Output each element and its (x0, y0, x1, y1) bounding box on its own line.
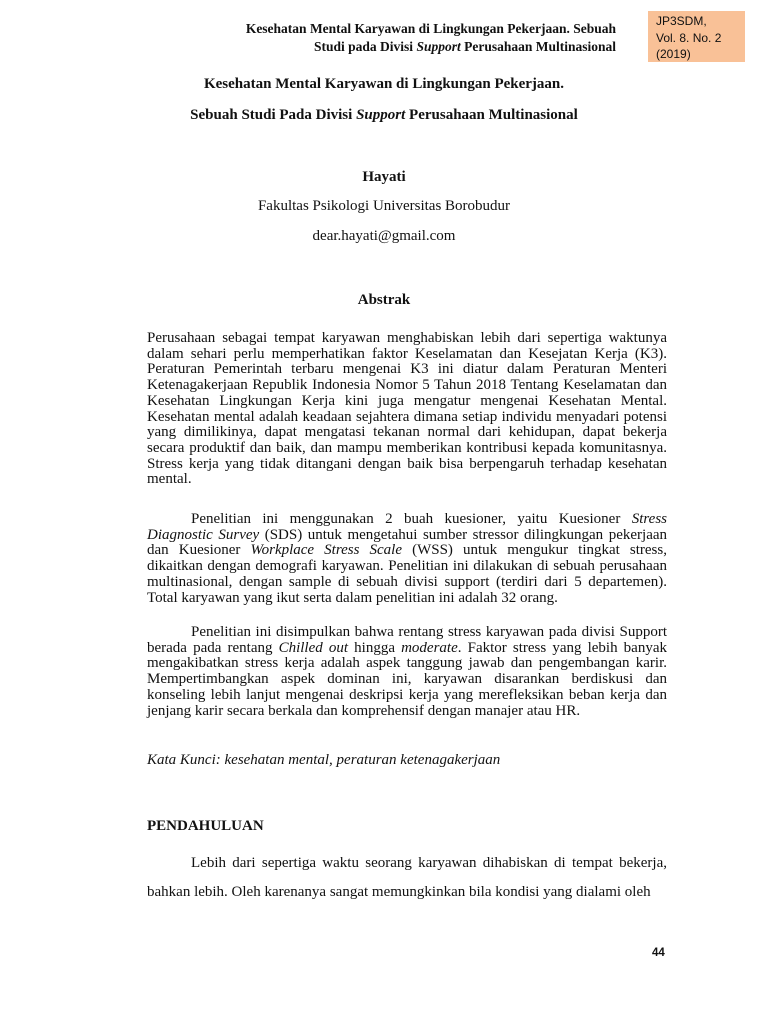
p2-seg-d: Workplace Stress Scale (250, 542, 403, 559)
title-text-end: Perusahaan Multinasional (405, 107, 578, 123)
running-head-line-2 (150, 38, 616, 56)
section-paragraph-1 (147, 849, 667, 907)
keywords-text: Kata Kunci: kesehatan mental, peraturan ketenagakerjaan (147, 752, 501, 768)
journal-info-box (648, 11, 745, 62)
title-italic: Support (356, 107, 406, 123)
p2-seg-e: (WSS) untuk mengukur tingkat stress, dikaitkan dengan demografi karyawan. Penelitian ini dilakukan di sebuah perusahaan multinasional, dengan sample di sebuah divisi support (terdiri dari 5 departemen). Total karyawan yang ikut serta dalam penelitian ini adalah 32 orang. (147, 542, 667, 606)
running-head-text-end: Perusahaan Multinasional (460, 39, 616, 54)
p2-seg-c: (SDS) untuk mengetahui sumber stressor dilingkungan pekerjaan dan Kuesioner (147, 526, 668, 559)
p3-seg-c: hingga (348, 639, 402, 656)
p3-seg-d: moderate (401, 639, 458, 656)
journal-name: JP3SDM, (656, 14, 707, 28)
journal-volume: Vol. 8. No. 2 (656, 30, 722, 45)
section-heading: PENDAHULUAN (147, 818, 264, 834)
abstract-p1-text: Perusahaan sebagai tempat karyawan menghabiskan lebih dari sepertiga waktunya dalam sehari perlu memperhatikan faktor Keselamatan dan Kesejatan Kerja (K3). Peraturan Pemerintah terbaru mengenai K3 ini diatur dalam Peraturan Menteri Ketenagakerjaan Republik Indonesia Nomor 5 Tahun 2018 Tentang Keselamatan dan Kesehatan Lingkungan Kerja kini juga mengatur mengenai Kesehatan Mental. Kesehatan mental adalah keadaan sejahtera dimana setiap individu menyadari potensi yang dimilikinya, dapat mengatasi tekanan normal dari kehidupan, dapat bekerja secara produktif dan baik, dan mampu memberikan kontribusi kepada komunitasnya. Stress kerja yang tidak ditangani dengan baik bisa berpengaruh terhadap kesehatan mental. (147, 330, 667, 488)
running-head-line-1: Kesehatan Mental Karyawan di Lingkungan Pekerjaan. Sebuah (245, 21, 616, 36)
abstract-heading: Abstrak (357, 292, 411, 308)
running-head-text: Studi pada Divisi (314, 39, 417, 54)
p3-seg-e: . Faktor stress yang lebih banyak mengakibatkan stress kerja adalah aspek tanggung jawab dan pengembangan karir. Mempertimbangkan aspek dominan ini, karyawan disarankan berdiskusi dan konseling lebih lanjut mengenai deskripsi kerja yang merefleksikan beban kerja dan jenjang karir secara berkala dan komprehensif dengan manajer atau HR. (147, 639, 668, 719)
keywords (147, 753, 667, 769)
running-head (150, 20, 616, 56)
author-name: Hayati (362, 169, 406, 185)
p3-seg-b: Chilled out (278, 639, 349, 656)
paper-title-line-1: Kesehatan Mental Karyawan di Lingkungan Pekerjaan. (203, 76, 565, 92)
abstract-p3-text (147, 625, 667, 719)
running-head-italic: Support (416, 39, 461, 54)
author-affiliation: Fakultas Psikologi Universitas Borobudur (257, 198, 511, 214)
paper-title-line-2 (0, 107, 768, 124)
title-text: Sebuah Studi Pada Divisi (190, 107, 357, 123)
abstract-paragraph-3 (147, 625, 667, 719)
author-email: dear.hayati@gmail.com (312, 228, 456, 244)
abstract-paragraph-2 (147, 512, 667, 606)
p2-seg-a: Penelitian ini menggunakan 2 buah kuesioner, yaitu Kuesioner (191, 511, 632, 527)
p3-seg-a: Penelitian ini disimpulkan bahwa rentang stress karyawan pada divisi Support berada pada rentang (147, 624, 667, 656)
abstract-p2-text (147, 512, 667, 606)
abstract-paragraph-1 (147, 331, 667, 488)
journal-year: (2019) (656, 47, 691, 61)
section-p1-text: Lebih dari sepertiga waktu seorang karyawan dihabiskan di tempat bekerja, bahkan lebih. Oleh karenanya sangat memungkinkan bila kondisi yang dialami oleh (147, 855, 667, 900)
page-number: 44 (652, 947, 665, 959)
p2-seg-b: Stress Diagnostic Survey (147, 511, 667, 543)
